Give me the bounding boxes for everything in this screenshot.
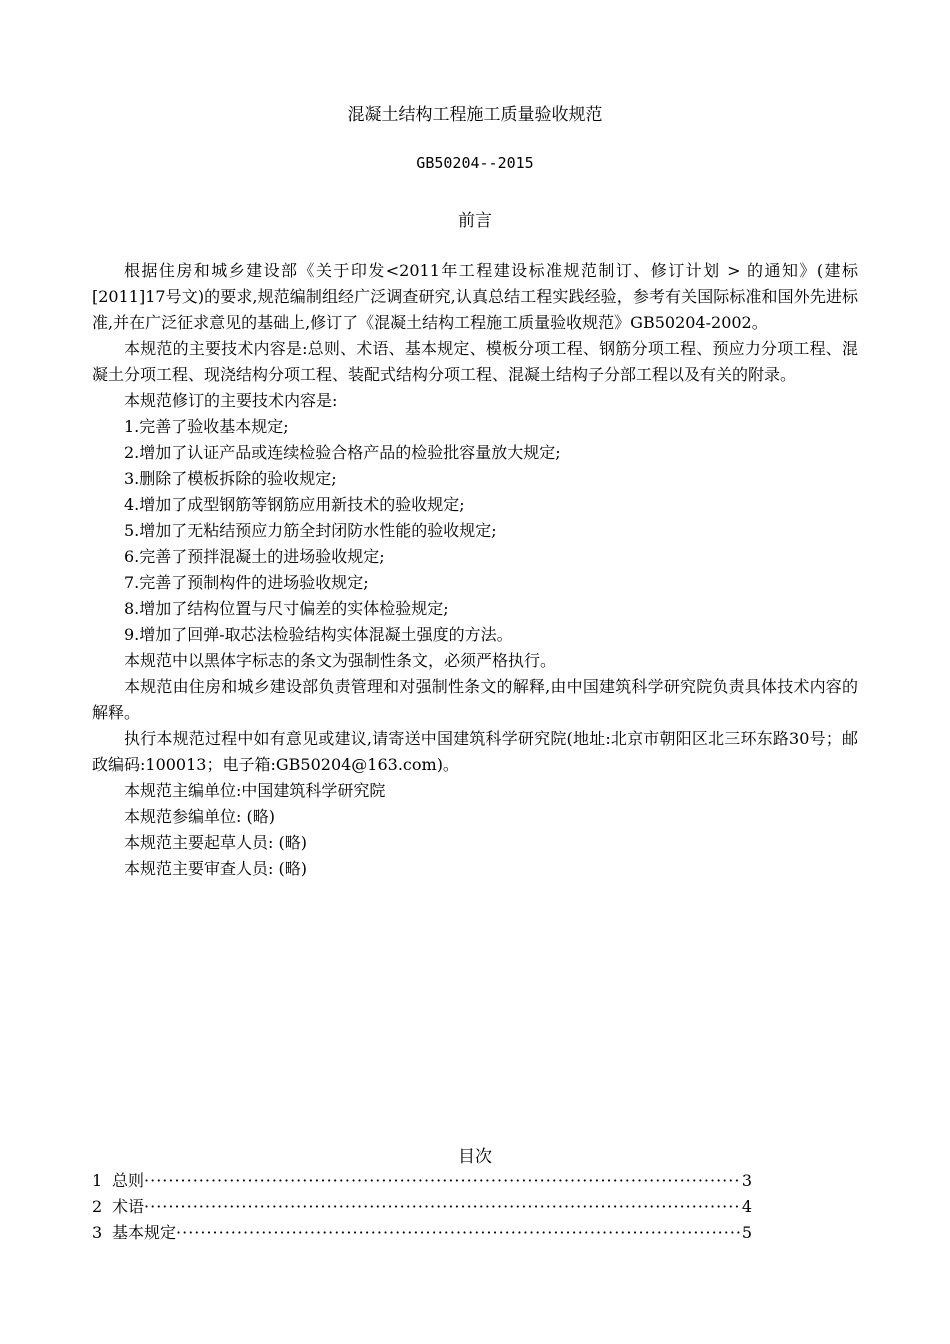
toc-label: 术语	[112, 1197, 145, 1216]
standard-code: GB50204--2015	[416, 154, 534, 172]
paragraph: 本规范由住房和城乡建设部负责管理和对强制性条文的解释,由中国建筑科学研究院负责具体技术内容的解释。	[92, 677, 858, 722]
revision-item: 2.增加了认证产品或连续检验合格产品的检验批容量放大规定;	[124, 443, 561, 462]
paragraph: 本规范主要起草人员: (略)	[124, 833, 307, 852]
toc-leader	[144, 1194, 740, 1220]
revision-item: 7.完善了预制构件的进场验收规定;	[124, 573, 369, 592]
toc-leader	[144, 1168, 740, 1194]
paragraph: 本规范修订的主要技术内容是:	[124, 391, 338, 410]
preface-body	[92, 258, 858, 882]
revision-item: 6.完善了预拌混凝土的进场验收规定;	[124, 547, 385, 566]
revision-item: 8.增加了结构位置与尺寸偏差的实体检验规定;	[124, 599, 449, 618]
revision-item: 9.增加了回弹-取芯法检验结构实体混凝土强度的方法。	[124, 625, 513, 644]
toc-entry[interactable]	[92, 1194, 752, 1220]
toc-page-number: 3	[741, 1171, 752, 1190]
toc-page-number: 5	[741, 1223, 752, 1242]
paragraph: 本规范参编单位: (略)	[124, 807, 275, 826]
revision-item: 1.完善了验收基本规定;	[124, 417, 289, 436]
revision-item: 5.增加了无粘结预应力筋全封闭防水性能的验收规定;	[124, 521, 497, 540]
paragraph: 本规范主要审查人员: (略)	[124, 859, 307, 878]
toc-leader	[176, 1220, 740, 1246]
revision-item: 3.删除了模板拆除的验收规定;	[124, 469, 337, 488]
toc-entry[interactable]	[92, 1220, 752, 1246]
paragraph: 执行本规范过程中如有意见或建议,请寄送中国建筑科学研究院(地址:北京市朝阳区北三环东路30号；邮政编码:100013；电子箱:GB50204@163.com)。	[92, 729, 858, 774]
toc-page-number: 4	[741, 1197, 752, 1216]
toc-heading: 目次	[458, 1147, 492, 1167]
toc-label: 总则	[112, 1171, 145, 1190]
paragraph: 本规范的主要技术内容是:总则、术语、基本规定、模板分项工程、钢筋分项工程、预应力分项工程、混凝土分项工程、现浇结构分项工程、装配式结构分项工程、混凝土结构子分部工程以及有关的附录。	[92, 339, 858, 384]
toc-number: 2	[92, 1197, 103, 1216]
toc-entry[interactable]	[92, 1168, 752, 1194]
document-title: 混凝土结构工程施工质量验收规范	[347, 105, 603, 125]
table-of-contents	[92, 1168, 752, 1246]
toc-number: 3	[92, 1223, 103, 1242]
toc-label: 基本规定	[112, 1223, 177, 1242]
revision-item: 4.增加了成型钢筋等钢筋应用新技术的验收规定;	[124, 495, 465, 514]
paragraph: 根据住房和城乡建设部《关于印发<2011年工程建设标准规范制订、修订计划 > 的通知》(建标[2011]17号文)的要求,规范编制组经广泛调查研究,认真总结工程实践经验，参考有关国际标准和国外先进标准,并在广泛征求意见的基础上,修订了《混凝土结构工程施工质量验收规范》GB50204-2002。	[92, 261, 858, 332]
paragraph: 本规范中以黑体字标志的条文为强制性条文，必须严格执行。	[124, 651, 557, 670]
preface-heading: 前言	[458, 211, 492, 231]
paragraph: 本规范主编单位:中国建筑科学研究院	[124, 781, 386, 800]
toc-number: 1	[92, 1171, 103, 1190]
